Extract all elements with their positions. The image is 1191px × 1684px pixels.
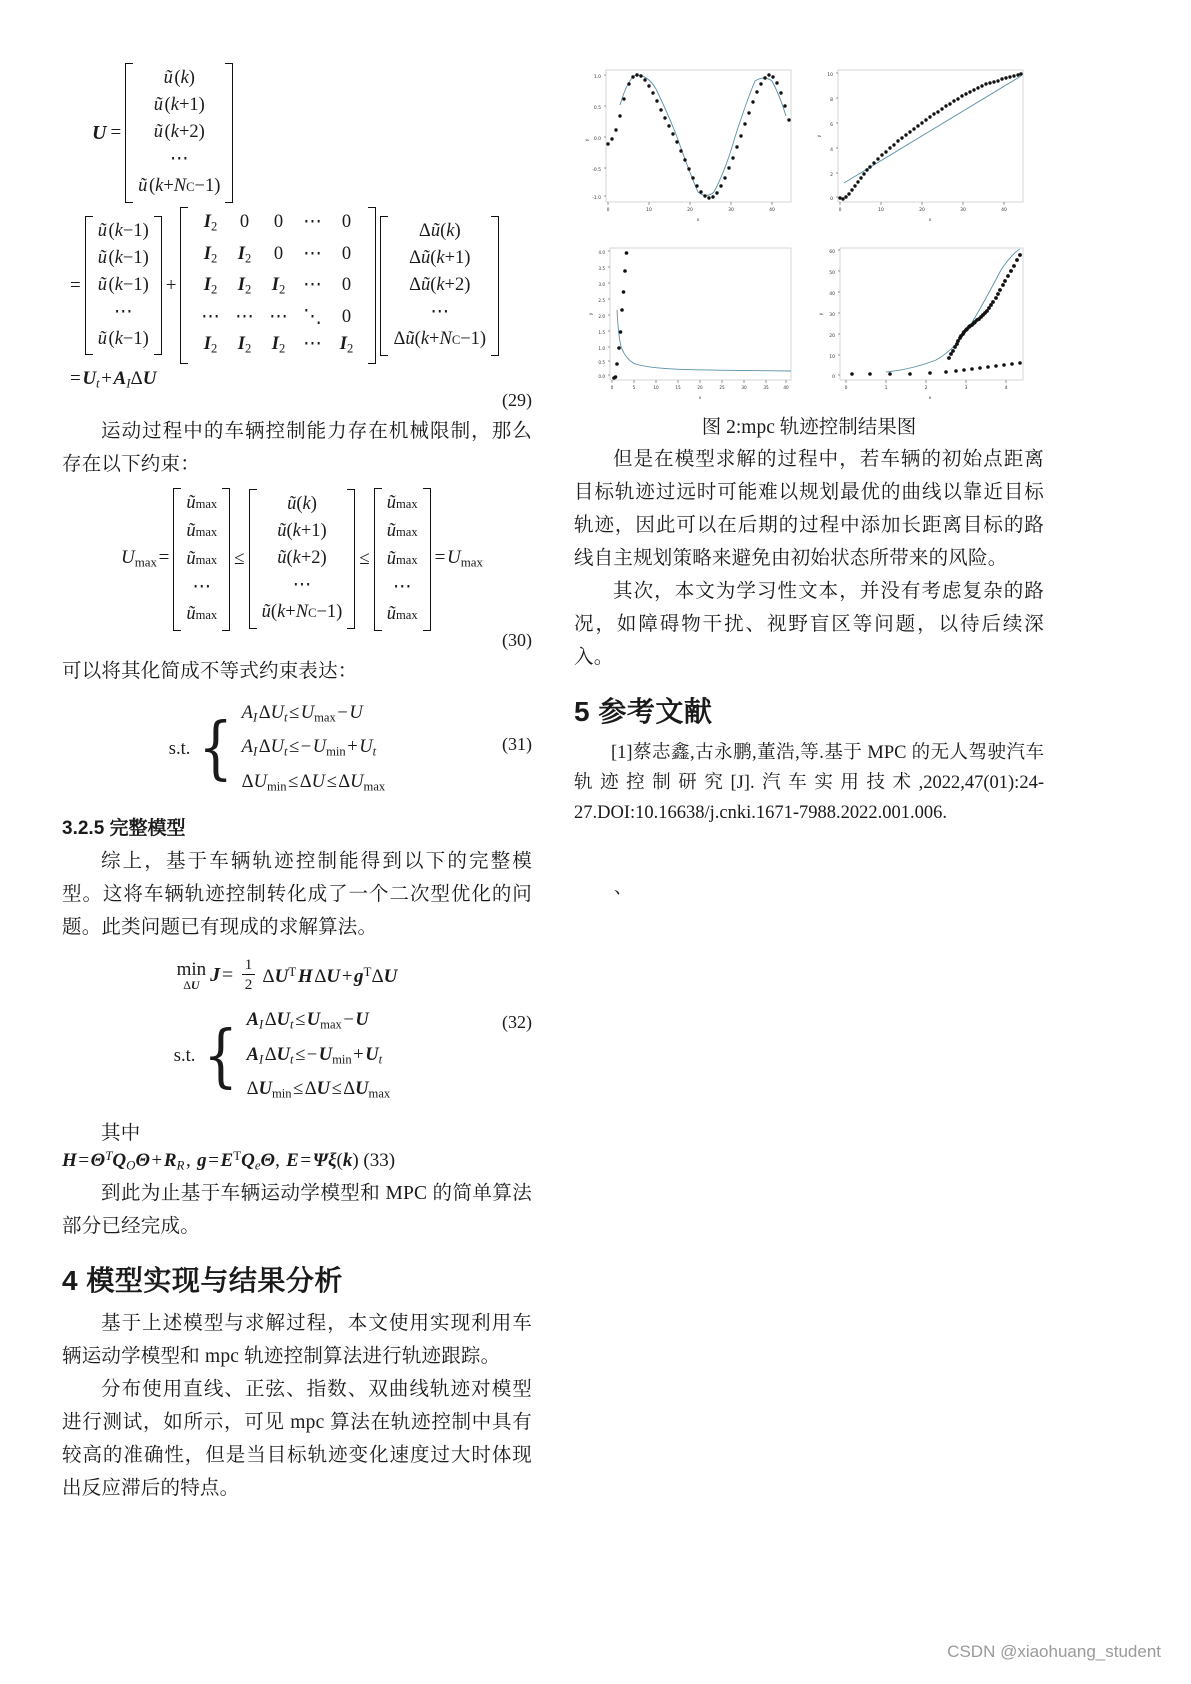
equation-32-number: (32)	[502, 1012, 532, 1033]
svg-text:10: 10	[653, 385, 659, 390]
subplot-sine	[574, 56, 806, 234]
svg-text:1: 1	[884, 386, 888, 391]
equation-33-number: (33)	[363, 1149, 396, 1171]
fraction-one-half: $\frac{1}{2}$	[242, 956, 256, 995]
subplot-hyperbolic	[574, 234, 806, 412]
subplot-hyperbolic-svg	[574, 234, 806, 412]
equation-33: H = $\Theta^TQ_O\Theta$ + $R_R$ , g = $E^TQ_e\Theta$, E = Ψξ(k) (33)	[62, 1147, 396, 1173]
svg-text:y: y	[817, 134, 822, 138]
paragraph-constraints-intro: 运动过程中的车辆控制能力存在机械限制，那么存在以下约束：	[62, 420, 532, 475]
equation-29-number: (29)	[502, 389, 532, 410]
svg-text:0: 0	[606, 208, 610, 213]
svg-text:x: x	[928, 218, 932, 223]
svg-text:30: 30	[829, 313, 835, 318]
svg-text:20: 20	[919, 208, 925, 213]
svg-text:30: 30	[728, 208, 734, 213]
svg-text:0.5: 0.5	[593, 106, 601, 111]
svg-text:1.0: 1.0	[598, 346, 605, 351]
svg-text:40: 40	[829, 292, 835, 297]
paragraph-future-work: 其次，本文为学习性文本，并没有考虑复杂的路况，如障碍物干扰、视野盲区等问题，以待后续深入。	[574, 581, 1044, 668]
svg-text:0: 0	[830, 197, 833, 202]
subplot-exponential	[806, 234, 1038, 412]
paragraph-done: 到此为止基于车辆运动学模型和 MPC 的简单算法部分已经完成。	[62, 1183, 532, 1238]
left-column	[62, 56, 532, 1505]
svg-text:3.0: 3.0	[598, 282, 605, 287]
svg-text:1.0: 1.0	[593, 75, 601, 80]
svg-text:10: 10	[646, 208, 652, 213]
svg-text:2.0: 2.0	[598, 314, 605, 319]
svg-text:-1.0: -1.0	[592, 196, 601, 201]
svg-text:0: 0	[838, 208, 842, 213]
matrix-Ut: ũ ( k −1) ũ ( k −1) ũ ( k −1) ⋯ ũ ( k −1)	[85, 215, 162, 356]
svg-text:40: 40	[769, 208, 775, 213]
figure-2-caption: 图 2:mpc 轨迹控制结果图	[701, 417, 917, 438]
brace-left-2: {	[203, 1016, 239, 1096]
svg-text:y: y	[588, 312, 593, 316]
equation-31: s.t. { $A_I$ $\Delta U_t$ ≤ $U_{max}$ − U $A_I$ $\Delta U_t$ ≤ − $U_{min}$ + $U_t$ $\Delta U_{min}$ ≤ ΔU ≤ $\Delta U_{max}$ (31)	[168, 702, 532, 794]
subsection-3-2-5-title: 3.2.5 完整模型	[62, 818, 186, 840]
svg-text:20: 20	[829, 334, 835, 339]
paragraph-testing: 分布使用直线、正弦、指数、双曲线轨迹对模型进行测试，如所示，可见 mpc 算法在轨迹控制中具有较高的准确性，但是当目标轨迹变化速度过大时体现出反应滞后的特点。	[62, 1379, 532, 1500]
svg-text:20: 20	[697, 385, 703, 390]
equation-32: min ΔU J = $\frac{1}{2}$ $\Delta U^T$ H ΔU + $g^T\Delta U$ s.t. { $A_I$ $\Delta U_t$ ≤ $U_{max}$ − U $A_I$ $\Delta U_t$ ≤ − $U_{min}$ + $U_t$ $\Delta U_{min}$ ≤ ΔU ≤ $\Delta U_{max}$ (32)	[173, 956, 532, 1101]
figure-2-mpc-results	[574, 56, 1044, 411]
min-operator: min ΔU	[176, 958, 207, 992]
svg-text:0.5: 0.5	[598, 360, 605, 365]
svg-text:0: 0	[844, 386, 848, 391]
svg-text:2: 2	[924, 386, 928, 391]
trailing-mark: 、	[614, 877, 632, 897]
subplot-exponential-svg	[806, 234, 1038, 412]
paragraph-where: 其中	[101, 1122, 141, 1144]
matrix-deltaU: Δ ũ ( k ) Δ ũ ( k +1) Δ ũ ( k +2) ⋯ Δ ũ ( k + N C −1)	[380, 215, 499, 357]
svg-text:60: 60	[829, 250, 835, 255]
svg-text:35: 35	[763, 385, 769, 390]
svg-text:-0.5: -0.5	[592, 168, 601, 173]
svg-text:y: y	[819, 312, 824, 316]
svg-text:0.0: 0.0	[593, 137, 601, 142]
matrix-AI: $I_2$ 0 0 ⋯ 0 $I_2$ $I_2$ 0 ⋯ 0 $I_2$ $I_2$ $I_2$ ⋯ 0 ⋯ ⋯ ⋯ ⋱ 0 $I_2$ $I_2$ $I_2$ ⋯ $I_2$	[180, 206, 376, 365]
equation-30: $U_{max}$ = ũ max ũ max ũ max ⋯ ũ max ≤ ũ ( k ) ũ ( k +1) ũ ( k +2) ⋯ ũ ( k + N C −1) ≤ ũ max ũ max ũ max ⋯ ũ max = $U_{max}$ (30)	[62, 487, 532, 651]
svg-text:10: 10	[878, 208, 884, 213]
svg-text:8: 8	[830, 98, 833, 103]
paragraph-limitations: 但是在模型求解的过程中，若车辆的初始点距离目标轨迹过远时可能难以规划最优的曲线以靠近目标轨迹，因此可以在后期的过程中添加长距离目标的路线自主规划策略来避免由初始状态所带来的风险。	[574, 449, 1044, 569]
svg-text:x: x	[928, 396, 932, 401]
svg-text:50: 50	[829, 271, 835, 276]
equation-29: U = ũ ( k ) ũ ( k +1) ũ ( k +2) ⋯ ũ ( k + N C −1) = ũ ( k −1) ũ ( k −1) ũ ( k −1) ⋯ ũ ( k −1) + $I_2$ 0 0 ⋯ 0 $I_2$ $I_2$ 0 ⋯ 0 $I_2$ $I_2$ $I_2$ ⋯ 0 ⋯ ⋯ ⋯ ⋱ 0 $I_2$ $I_2$ $I_2$ ⋯ $I_2$ Δ ũ ( k ) Δ ũ ( k +1) Δ ũ ( k +2) ⋯ Δ ũ ( k + N C −1) = $U_t$ + $A_I\Delta U$ (29)	[62, 62, 532, 411]
reference-item-1: [1]蔡志鑫,古永鹏,董浩,等.基于 MPC 的无人驾驶汽车轨迹控制研究[J].汽车实用技术,2022,47(01):24-27.DOI:10.16638/j.cnki.1671-7988.2022.001.006.	[574, 743, 1044, 823]
section-5-title: 5 参考文献	[574, 696, 713, 727]
svg-text:5: 5	[632, 385, 636, 390]
subplot-linear-svg	[806, 56, 1038, 234]
svg-text:1.5: 1.5	[598, 330, 605, 335]
svg-text:2: 2	[830, 173, 833, 178]
svg-text:4: 4	[830, 148, 833, 153]
svg-text:x: x	[696, 218, 700, 223]
svg-text:40: 40	[783, 385, 789, 390]
paragraph-complete-model: 综上，基于车辆轨迹控制能得到以下的完整模型。这将车辆轨迹控制转化成了一个二次型优化的问题。此类问题已有现成的求解算法。	[62, 851, 532, 939]
matrix-umax-upper: ũ max ũ max ũ max ⋯ ũ max	[374, 487, 431, 632]
svg-text:25: 25	[719, 385, 725, 390]
svg-text:4: 4	[1004, 386, 1008, 391]
matrix-U: ũ ( k ) ũ ( k +1) ũ ( k +2) ⋯ ũ ( k + N C −1)	[125, 62, 233, 204]
svg-text:2.5: 2.5	[598, 298, 605, 303]
svg-text:15: 15	[675, 385, 681, 390]
svg-text:30: 30	[960, 208, 966, 213]
svg-text:0: 0	[832, 375, 835, 380]
subplot-linear	[806, 56, 1038, 234]
svg-text:10: 10	[829, 355, 835, 360]
matrix-u-sequence: ũ ( k ) ũ ( k +1) ũ ( k +2) ⋯ ũ ( k + N C −1)	[249, 488, 356, 630]
matrix-umax-lower: ũ max ũ max ũ max ⋯ ũ max	[173, 487, 230, 632]
section-4-title: 4 模型实现与结果分析	[62, 1265, 343, 1297]
equation-30-number: (30)	[502, 629, 532, 650]
svg-text:30: 30	[741, 385, 747, 390]
svg-text:6: 6	[830, 123, 833, 128]
right-column	[574, 56, 1044, 902]
svg-text:20: 20	[687, 208, 693, 213]
svg-text:4.0: 4.0	[598, 250, 605, 255]
svg-text:x: x	[698, 395, 702, 400]
paragraph-implementation: 基于上述模型与求解过程，本文使用实现利用车辆运动学模型和 mpc 轨迹控制算法进行轨迹跟踪。	[62, 1313, 532, 1368]
svg-text:y: y	[585, 138, 590, 142]
csdn-watermark: CSDN @xiaohuang_student	[947, 1642, 1161, 1661]
brace-left: {	[198, 708, 234, 788]
subplot-sine-svg	[574, 56, 806, 234]
svg-text:40: 40	[1001, 208, 1007, 213]
svg-text:0.0: 0.0	[598, 374, 605, 379]
svg-text:0: 0	[610, 385, 614, 390]
svg-text:3: 3	[964, 386, 968, 391]
paragraph-simplify: 可以将其化简成不等式约束表达：	[62, 660, 358, 682]
svg-text:3.5: 3.5	[598, 266, 605, 271]
equation-31-number: (31)	[502, 733, 532, 754]
svg-text:10: 10	[827, 73, 833, 78]
equation-31-st-label: s.t.	[168, 738, 191, 759]
equation-32-st-label: s.t.	[173, 1046, 196, 1067]
